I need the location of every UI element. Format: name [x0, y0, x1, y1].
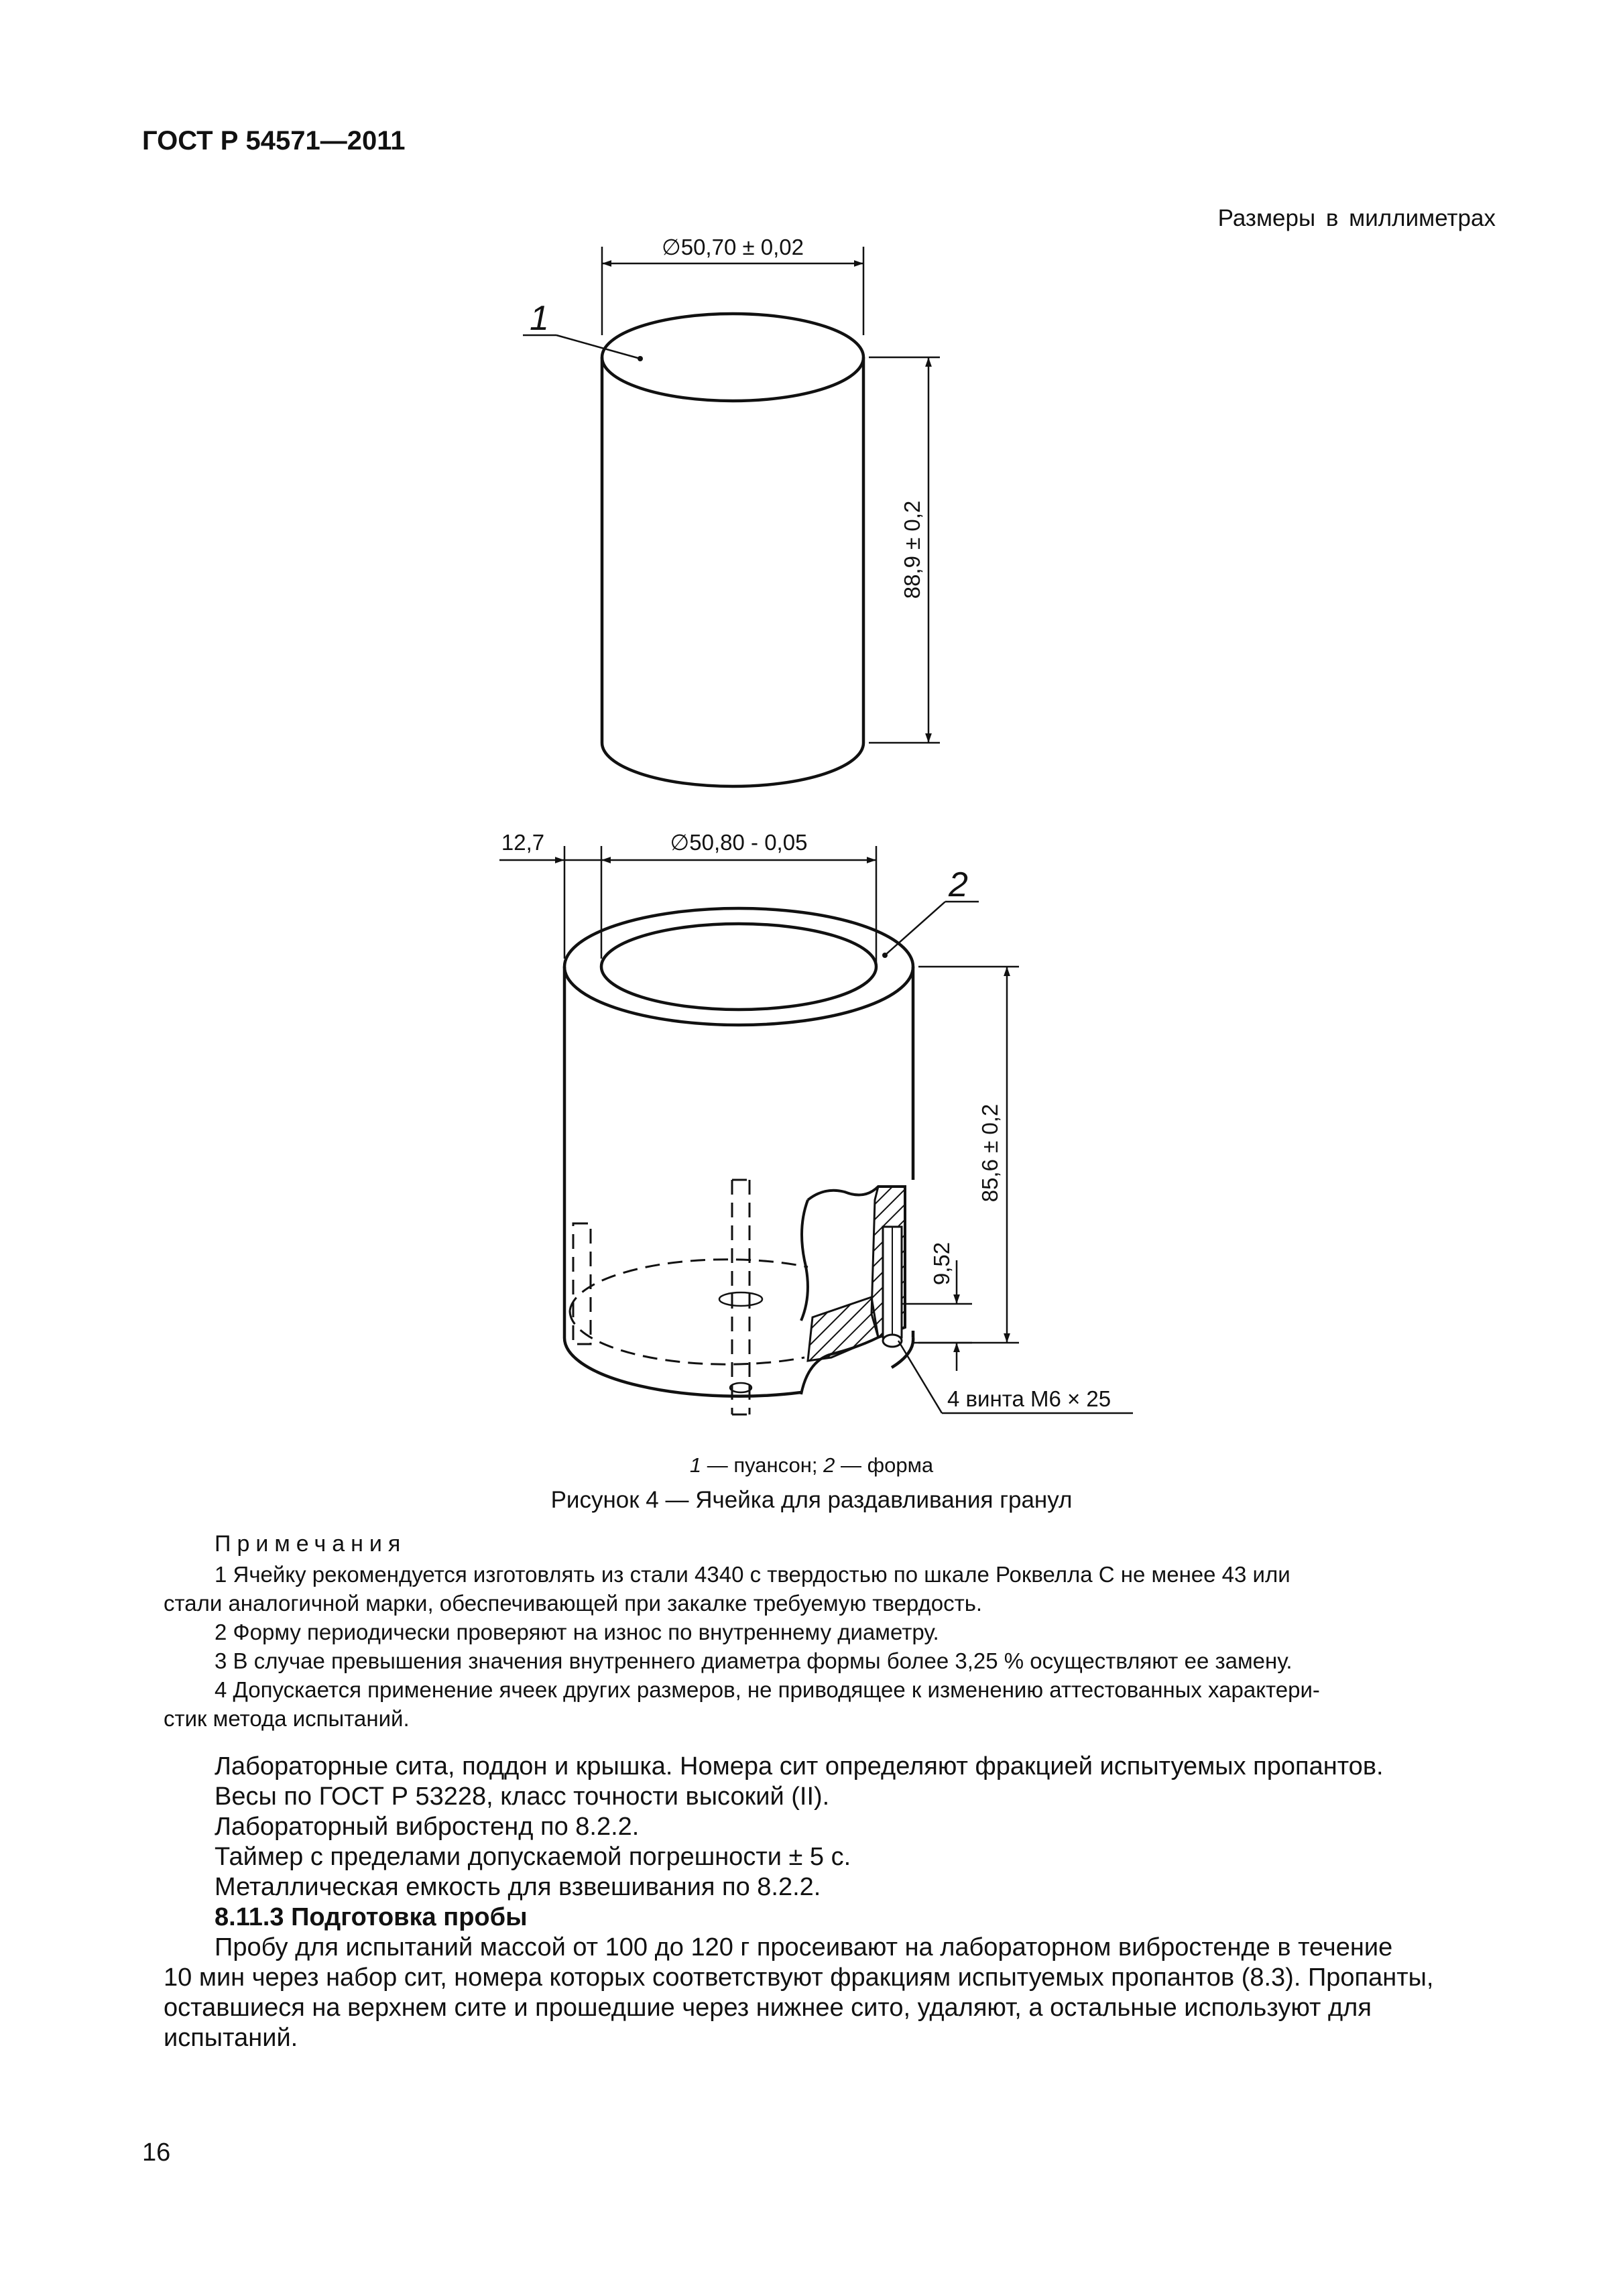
note-3: 3 В случае превышения значения внутреннего диаметра формы более 3,25 % осуществляют ее замену. — [215, 1648, 1293, 1673]
units-note: Размеры в миллиметрах — [1217, 205, 1496, 231]
paragraph-line-3: оставшиеся на верхнем сите и прошедшие через нижнее сито, удаляют, а остальные используют для — [164, 1994, 1372, 2022]
paragraph-line-4: испытаний. — [164, 2024, 298, 2052]
mold-height-label: 85,6 ± 0,2 — [977, 1103, 1002, 1203]
equipment-sieves: Лабораторные сита, поддон и крышка. Номера сит определяют фракцией испытуемых пропантов. — [215, 1752, 1384, 1780]
mold-center-pin — [719, 1292, 762, 1392]
equipment-container: Металлическая емкость для взвешивания по 8.2.2. — [215, 1873, 821, 1901]
callout-2-leader — [885, 902, 979, 955]
punch-cylinder — [602, 314, 863, 786]
paragraph-line-1: Пробу для испытаний массой от 100 до 120 г просеивают на лабораторном вибростенде в течение — [215, 1933, 1393, 1961]
punch-diameter-dimension — [602, 247, 863, 335]
mold-dimensions-top — [499, 846, 876, 965]
figure-legend — [0, 1453, 1623, 1477]
figure-caption: Рисунок 4 — Ячейка для раздавливания гранул — [550, 1487, 1073, 1513]
mold-inner-diameter-label: ∅50,80 - 0,05 — [670, 830, 808, 855]
legend-num-2: 2 — [823, 1453, 835, 1477]
mold-hidden-edges — [570, 1180, 808, 1414]
equipment-scales: Весы по ГОСТ Р 53228, класс точности высокий (II). — [215, 1783, 830, 1811]
note-4-line-2: стик метода испытаний. — [164, 1706, 410, 1731]
punch-height-label: 88,9 ± 0,2 — [900, 500, 924, 599]
mold-height-dimension — [918, 967, 1019, 1343]
legend-text-1: — пуансон; — [707, 1453, 824, 1477]
equipment-vibrostand: Лабораторный вибростенд по 8.2.2. — [215, 1813, 640, 1841]
page-number: 16 — [142, 2138, 171, 2167]
equipment-timer: Таймер с пределами допускаемой погрешности ± 5 с. — [215, 1843, 851, 1871]
note-2: 2 Форму периодически проверяют на износ по внутреннему диаметру. — [215, 1620, 939, 1644]
screws-label: 4 винта М6 × 25 — [947, 1386, 1111, 1411]
standard-designation: ГОСТ Р 54571—2011 — [142, 126, 406, 156]
callout-2-number: 2 — [949, 865, 968, 904]
pin-height-label: 9,52 — [929, 1242, 954, 1286]
mold-base-hatch — [808, 1297, 878, 1361]
section-heading: 8.11.3 Подготовка пробы — [215, 1903, 528, 1931]
note-4-line-1: 4 Допускается применение ячеек других размеров, не приводящее к изменению аттестованных характери- — [215, 1677, 1320, 1702]
notes-heading: Примечания — [215, 1531, 407, 1557]
note-1-line-2: стали аналогичной марки, обеспечивающей при закалке требуемую твердость. — [164, 1591, 983, 1616]
legend-num-1: 1 — [689, 1453, 702, 1477]
legend-text-2: — форма — [840, 1453, 934, 1477]
mold-wall-label: 12,7 — [501, 830, 545, 855]
paragraph-line-2: 10 мин через набор сит, номера которых соответствуют фракциям испытуемых пропантов (8.3). Пропанты, — [164, 1963, 1434, 1992]
callout-1-leader — [523, 335, 640, 359]
callout-1-number: 1 — [530, 299, 549, 338]
note-1-line-1: 1 Ячейку рекомендуется изготовлять из стали 4340 с твердостью по шкале Роквелла С не менее 43 или — [215, 1562, 1290, 1587]
punch-diameter-label: ∅50,70 ± 0,02 — [661, 235, 804, 259]
